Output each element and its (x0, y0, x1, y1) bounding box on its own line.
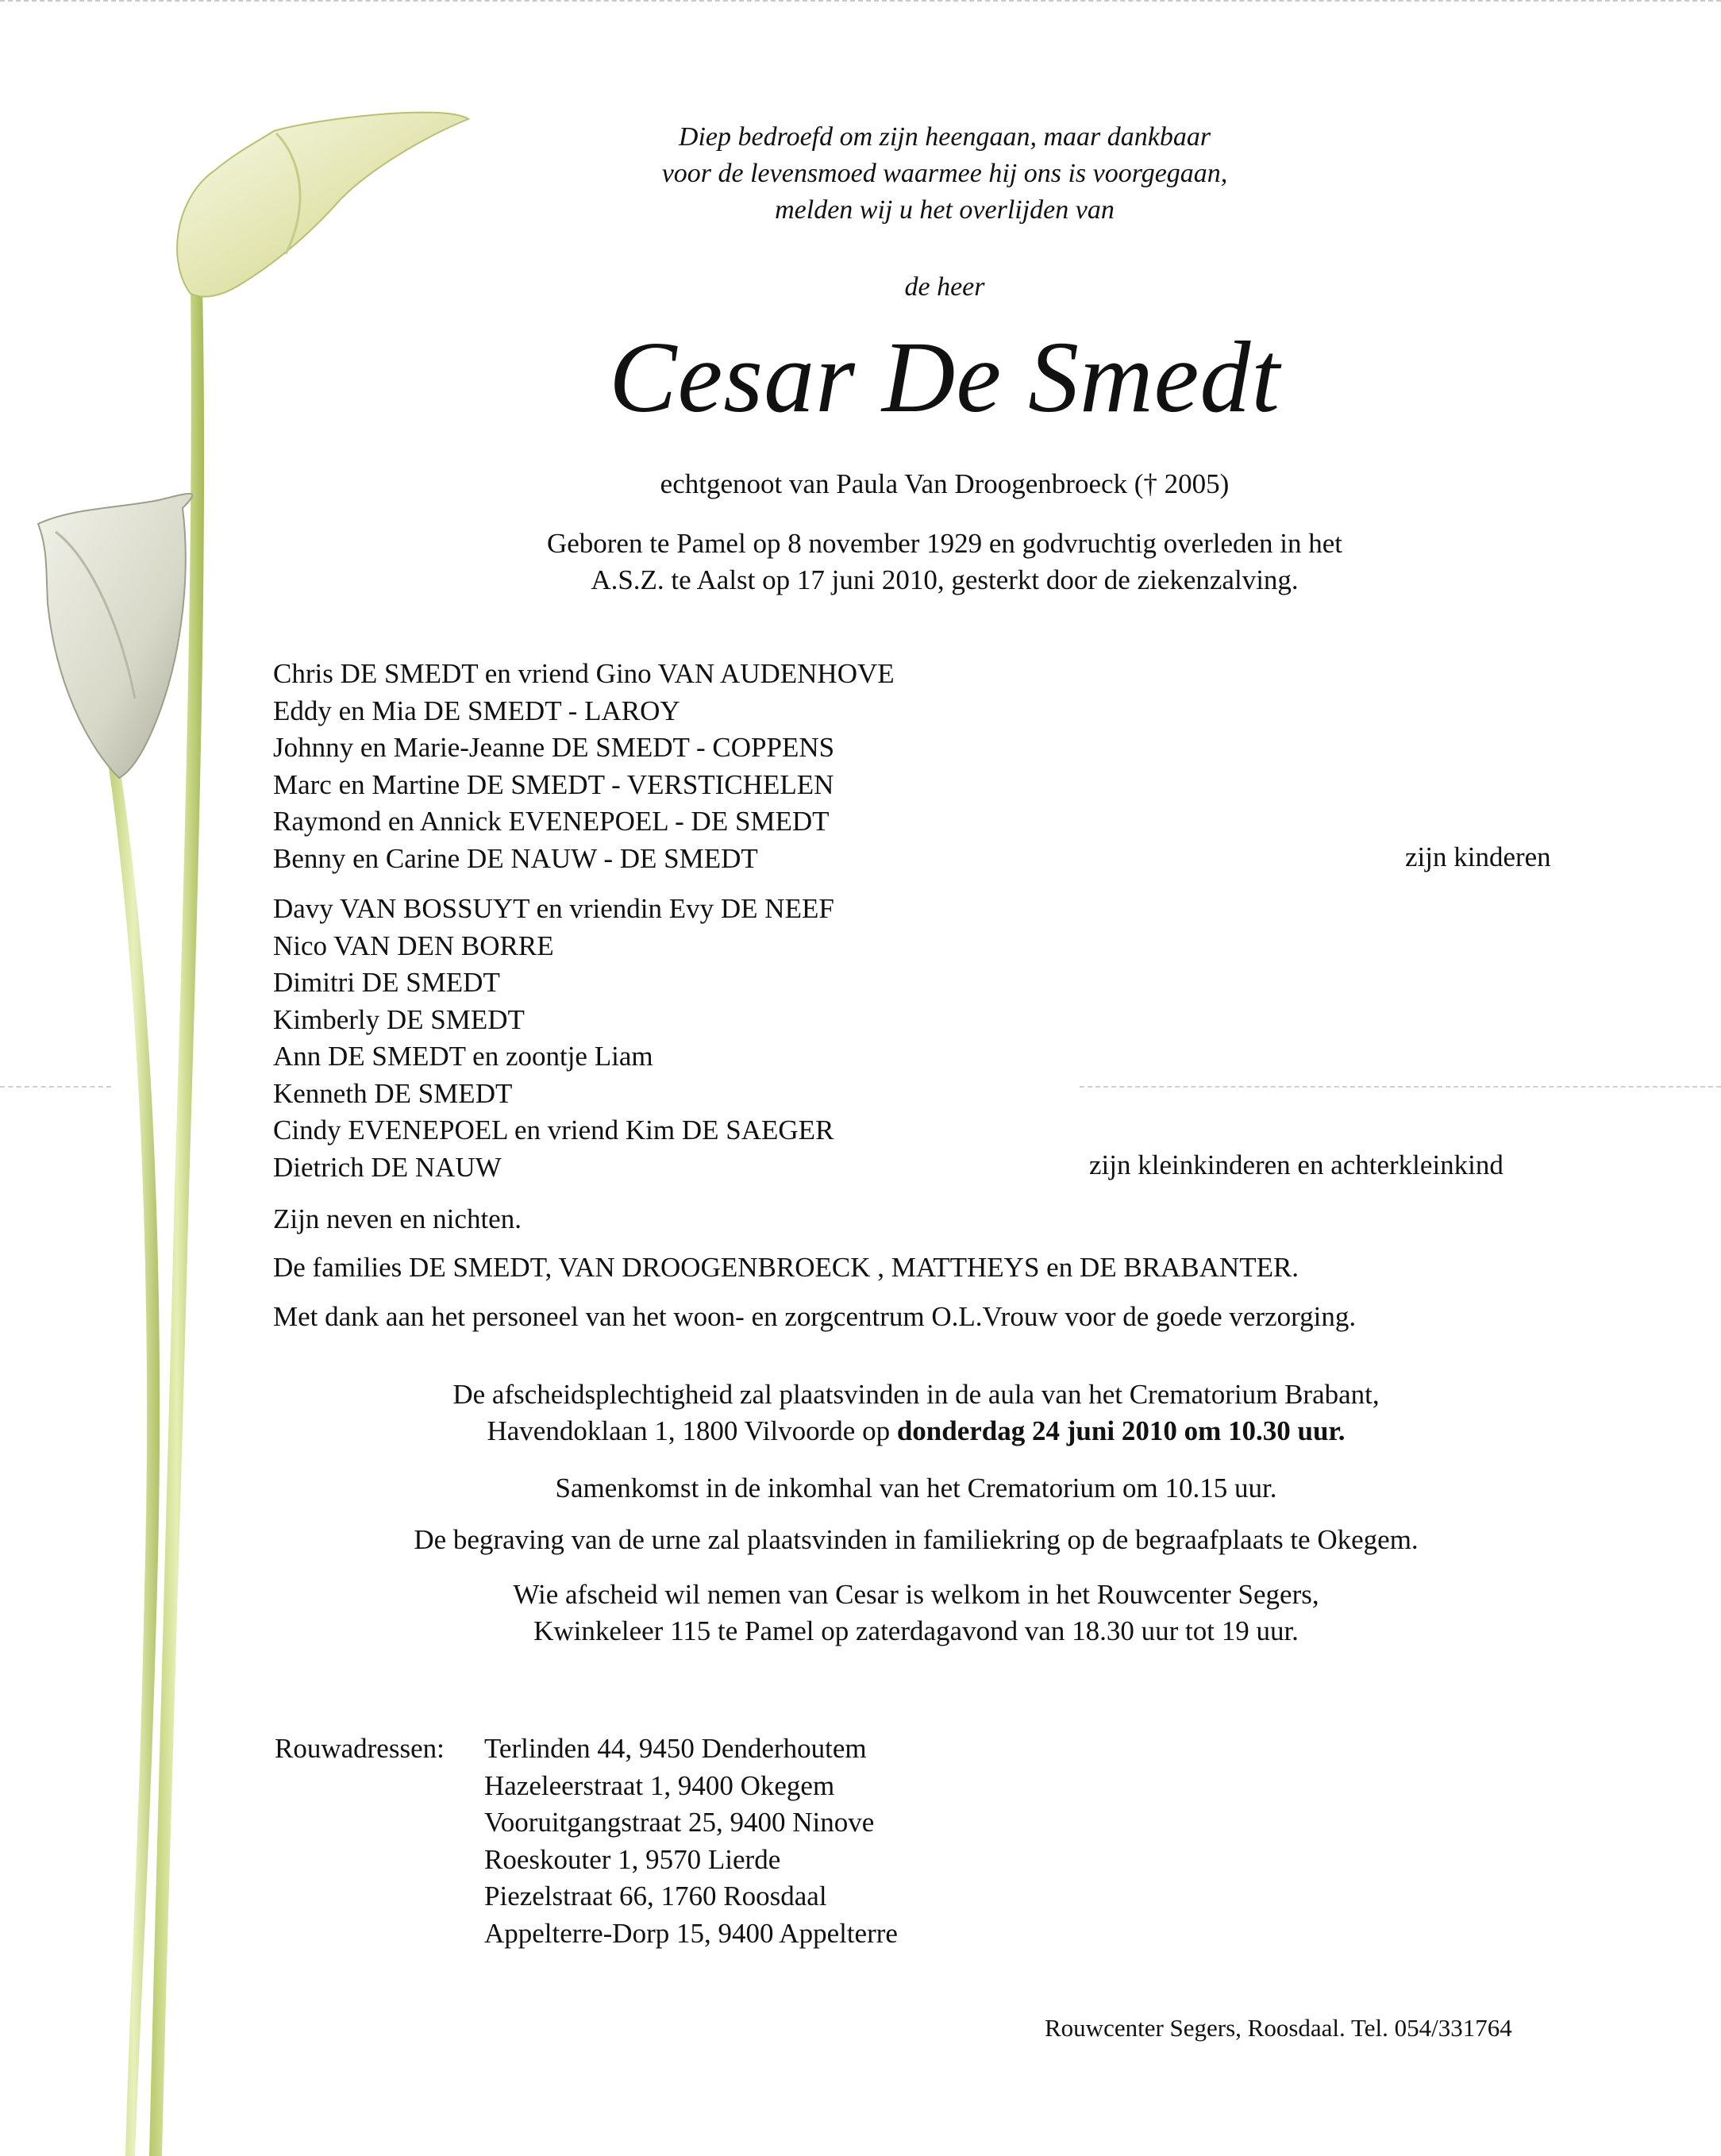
list-item: Johnny en Marie-Jeanne DE SMEDT - COPPENS (273, 732, 835, 763)
list-item: Kimberly DE SMEDT (273, 1003, 525, 1035)
list-item: Ann DE SMEDT en zoontje Liam (273, 1041, 653, 1072)
children-list (273, 656, 895, 877)
honorific: de heer (904, 272, 985, 302)
address-item: Vooruitgangstraat 25, 9400 Ninove (484, 1807, 875, 1838)
ceremony-line: De afscheidsplechtigheid zal plaatsvinden in de aula van het Crematorium Brabant, (452, 1379, 1380, 1410)
visitation-line: Kwinkeleer 115 te Pamel op zaterdagavond van 18.30 uur tot 19 uur. (533, 1615, 1299, 1646)
visitation-text (273, 1577, 1559, 1650)
fold-line-middle-right (1080, 1086, 1721, 1088)
ceremony-line (273, 1413, 1559, 1450)
families-line: De families DE SMEDT, VAN DROOGENBROECK , MATTHEYS en DE BRABANTER. (273, 1252, 1299, 1283)
addresses-list (484, 1731, 898, 1952)
intro-line: Diep bedroefd om zijn heengaan, maar dankbaar (678, 122, 1211, 152)
list-item: Chris DE SMEDT en vriend Gino VAN AUDENHOVE (273, 658, 895, 689)
intro-text (445, 119, 1445, 229)
list-item: Cindy EVENEPOEL en vriend Kim DE SAEGER (273, 1115, 834, 1145)
visitation-line: Wie afscheid wil nemen van Cesar is welkom in het Rouwcenter Segers, (513, 1579, 1319, 1610)
list-item: Dimitri DE SMEDT (273, 967, 500, 998)
deceased-name: Cesar De Smedt (609, 321, 1280, 433)
gathering-line: Samenkomst in de inkomhal van het Crematorium om 10.15 uur. (555, 1473, 1277, 1503)
birth-death-text (445, 526, 1445, 599)
burial-line: De begraving van de urne zal plaatsvinden in familiekring op de begraafplaats te Okegem. (414, 1524, 1419, 1555)
cousins-line: Zijn neven en nichten. (273, 1203, 522, 1234)
grandchildren-list (273, 891, 834, 1186)
birth-line: Geboren te Pamel op 8 november 1929 en godvruchtig overleden in het (546, 528, 1343, 559)
list-item: Raymond en Annick EVENEPOEL - DE SMEDT (273, 806, 830, 837)
ceremony-address: Havendoklaan 1, 1800 Vilvoorde op (487, 1415, 897, 1446)
thanks-line: Met dank aan het personeel van het woon- en zorgcentrum O.L.Vrouw voor de goede verzorging. (273, 1301, 1357, 1332)
birth-line: A.S.Z. te Aalst op 17 juni 2010, gesterkt door de ziekenzalving. (591, 564, 1299, 595)
address-item: Appelterre-Dorp 15, 9400 Appelterre (484, 1917, 898, 1949)
list-item: Marc en Martine DE SMEDT - VERSTICHELEN (273, 768, 834, 800)
top-calla-flower (177, 113, 468, 297)
intro-line: melden wij u het overlijden van (775, 195, 1115, 225)
second-stem (108, 762, 160, 2156)
address-item: Terlinden 44, 9450 Denderhoutem (484, 1733, 867, 1764)
address-item: Hazeleerstraat 1, 9400 Okegem (484, 1769, 835, 1801)
list-item: Dietrich DE NAUW (273, 1151, 502, 1183)
list-item: Eddy en Mia DE SMEDT - LAROY (273, 695, 680, 726)
spouse-line: echtgenoot van Paula Van Droogenbroeck († 2005) (660, 468, 1230, 499)
children-label: zijn kinderen (1405, 841, 1551, 872)
addresses-label: Rouwadressen: (275, 1733, 445, 1764)
list-item: Nico VAN DEN BORRE (273, 930, 554, 961)
funeral-home-footer: Rouwcenter Segers, Roosdaal. Tel. 054/331764 (1045, 2014, 1512, 2042)
list-item: Benny en Carine DE NAUW - DE SMEDT (273, 842, 758, 874)
grandchildren-label: zijn kleinkinderen en achterkleinkind (1089, 1149, 1503, 1180)
ceremony-announcement (273, 1376, 1559, 1450)
address-item: Piezelstraat 66, 1760 Roosdaal (484, 1881, 827, 1912)
list-item: Kenneth DE SMEDT (273, 1077, 513, 1109)
ceremony-datetime: donderdag 24 juni 2010 om 10.30 uur. (896, 1415, 1346, 1446)
intro-line: voor de levensmoed waarmee hij ons is voorgegaan, (661, 159, 1228, 188)
address-item: Roeskouter 1, 9570 Lierde (484, 1843, 781, 1875)
list-item: Davy VAN BOSSUYT en vriendin Evy DE NEEF (273, 893, 834, 924)
